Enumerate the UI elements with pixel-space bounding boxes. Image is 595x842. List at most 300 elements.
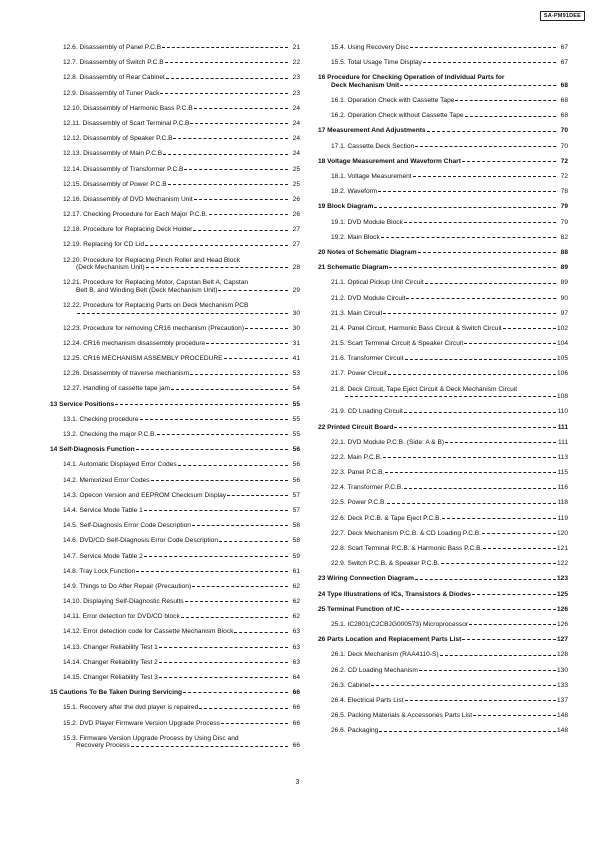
- toc-page-number: 104: [556, 340, 568, 348]
- toc-entry-title: 21.7. Power Circuit: [331, 370, 387, 378]
- toc-section-entry[interactable]: [318, 636, 568, 644]
- toc-leader-line: [427, 131, 556, 132]
- toc-subsection-entry[interactable]: [50, 613, 300, 621]
- toc-leader-line: [483, 548, 556, 549]
- toc-subsection-entry[interactable]: [50, 59, 300, 67]
- toc-page-number: 111: [557, 423, 568, 431]
- toc-leader-line: [168, 184, 288, 185]
- toc-page-number: 118: [557, 499, 568, 507]
- toc-subsection-entry[interactable]: [318, 697, 568, 705]
- toc-subsection-entry[interactable]: [318, 484, 568, 492]
- toc-subsection-entry[interactable]: [50, 370, 300, 378]
- toc-leader-line: [192, 525, 288, 526]
- toc-leader-line: [115, 404, 288, 405]
- toc-leader-line: [166, 78, 288, 79]
- toc-leader-line: [162, 47, 288, 48]
- toc-page-number: 123: [556, 575, 568, 583]
- toc-subsection-entry[interactable]: [50, 735, 300, 750]
- toc-entry-title: 21.3. Main Circuit: [331, 309, 383, 317]
- toc-page-number: 24: [292, 135, 300, 143]
- toc-leader-line: [482, 533, 556, 534]
- toc-entry-title: 12.20. Procedure for Replacing Pinch Roller and Head Block: [63, 256, 241, 264]
- toc-leader-line: [388, 374, 556, 375]
- toc-leader-line: [371, 685, 556, 686]
- toc-subsection-entry[interactable]: [50, 120, 300, 128]
- toc-subsection-entry[interactable]: [50, 135, 300, 143]
- toc-subsection-entry[interactable]: [50, 416, 300, 424]
- page-number: 3: [295, 779, 300, 786]
- toc-page-number: 89: [560, 264, 568, 272]
- toc-page-number: 72: [560, 157, 568, 165]
- toc-subsection-entry[interactable]: [50, 355, 300, 363]
- toc-page-number: 58: [292, 522, 300, 530]
- toc-leader-line: [441, 563, 556, 564]
- toc-page-number: 62: [292, 582, 300, 590]
- toc-leader-line: [462, 161, 556, 162]
- toc-page-number: 26: [292, 195, 300, 203]
- toc-subsection-entry[interactable]: [318, 667, 568, 675]
- toc-entry-title: 15.3. Firmware Version Upgrade Process by Using Disc and: [63, 734, 239, 742]
- toc-entry-title: 21.2. DVD Module Circuit: [331, 294, 406, 302]
- toc-subsection-entry[interactable]: [50, 196, 300, 204]
- toc-leader-line: [159, 677, 288, 678]
- toc-entry-title: 22.8. Scart Terminal P.C.B. & Harmonic Bass P.C.B.: [331, 545, 483, 552]
- toc-entry-title: Deck Mechanism Unit: [331, 81, 400, 89]
- toc-entry-title: 20 Notes of Schematic Diagram: [318, 248, 417, 256]
- toc-subsection-entry[interactable]: [318, 219, 568, 227]
- toc-leader-line: [193, 230, 288, 231]
- toc-page-number: 97: [560, 309, 568, 317]
- toc-page-number: 130: [556, 666, 568, 674]
- toc-page-number: 24: [292, 119, 300, 127]
- toc-section-entry[interactable]: [318, 127, 568, 135]
- toc-page-number: 56: [292, 476, 300, 484]
- toc-page-number: 137: [556, 696, 568, 704]
- toc-subsection-entry[interactable]: [50, 150, 300, 158]
- toc-entry-title: 26.2. CD Loading Mechanism: [331, 666, 418, 674]
- toc-entry-title: 12.22. Procedure for Replacing Parts on Deck Mechanism PCB: [63, 302, 249, 309]
- toc-leader-line: [415, 579, 556, 580]
- toc-subsection-entry[interactable]: [50, 74, 300, 82]
- toc-leader-line: [178, 465, 288, 466]
- toc-leader-line: [440, 655, 556, 656]
- toc-entry-title: 22.5. Power P.C.B.: [331, 499, 387, 507]
- toc-leader-line: [144, 510, 288, 511]
- toc-subsection-entry[interactable]: [318, 143, 568, 151]
- toc-entry-title: 14.4. Service Mode Table 1: [63, 506, 143, 514]
- toc-page-number: 59: [292, 552, 300, 560]
- toc-leader-line: [383, 457, 556, 458]
- toc-entry-title: 26.4. Electrical Parts List: [331, 696, 404, 704]
- toc-subsection-entry[interactable]: [318, 621, 568, 629]
- toc-leader-line: [146, 267, 288, 268]
- toc-page-number: 70: [560, 127, 568, 135]
- toc-page-number: 119: [557, 514, 568, 522]
- toc-entry-title: 24 Type Illustrations of ICs, Transistors & Diodes: [318, 590, 472, 598]
- toc-entry-title: 19 Block Diagram: [318, 203, 374, 211]
- toc-entry-title: 14.13. Changer Reliability Test 1: [63, 643, 158, 651]
- toc-subsection-entry[interactable]: [50, 507, 300, 515]
- toc-leader-line: [234, 632, 288, 633]
- toc-entry-title: 22 Printed Circuit Board: [318, 423, 394, 431]
- toc-entry-title: 21.5. Scart Terminal Circuit & Speaker Circuit: [331, 340, 464, 348]
- toc-leader-line: [183, 692, 288, 693]
- toc-page-number: 24: [292, 150, 300, 158]
- toc-subsection-entry[interactable]: [50, 477, 300, 485]
- toc-entry-title: 14 Self-Diagnosis Function: [50, 446, 135, 454]
- toc-leader-line: [405, 359, 556, 360]
- toc-page-number: 121: [556, 545, 568, 552]
- toc-subsection-entry[interactable]: [318, 279, 568, 287]
- toc-subsection-entry[interactable]: [50, 226, 300, 234]
- toc-entry-title: 13 Service Positions: [50, 400, 115, 408]
- toc-page-number: 63: [292, 643, 300, 651]
- toc-leader-line: [245, 328, 288, 329]
- toc-entry-title: 26.1. Deck Mechanism (RAA4110-S): [331, 651, 439, 659]
- toc-entry-title: 12.18. Procedure for Replacing Deck Holder: [63, 226, 193, 234]
- toc-leader-line: [219, 541, 288, 542]
- toc-section-entry[interactable]: [318, 591, 568, 599]
- toc-entry-title: 12.6. Disassembly of Panel P.C.B: [63, 44, 162, 51]
- toc-leader-line: [394, 427, 556, 428]
- toc-subsection-entry[interactable]: [50, 537, 300, 545]
- toc-leader-line: [455, 100, 556, 101]
- toc-section-entry[interactable]: [318, 424, 568, 432]
- toc-page-number: 122: [556, 560, 568, 568]
- toc-subsection-entry[interactable]: [318, 530, 568, 538]
- toc-entry-title: 12.11. Disassembly of Scart Terminal P.C.B: [63, 119, 190, 127]
- toc-page-number: 63: [292, 628, 300, 636]
- toc-subsection-entry[interactable]: [50, 211, 300, 219]
- toc-entry-title: 14.7. Service Mode Table 2: [63, 552, 143, 560]
- toc-page-number: 21: [292, 44, 300, 51]
- toc-entry-title: 12.25. CR16 MECHANISM ASSEMBLY PROCEDURE: [63, 355, 223, 363]
- toc-subsection-entry[interactable]: [318, 651, 568, 659]
- toc-entry-title: 21 Schematic Diagram: [318, 264, 389, 272]
- toc-leader-line: [503, 328, 556, 329]
- toc-entry-title: 15.5. Total Usage Time Display: [331, 59, 422, 67]
- toc-section-entry[interactable]: [318, 249, 568, 257]
- toc-subsection-entry[interactable]: [318, 295, 568, 303]
- toc-subsection-entry[interactable]: [50, 166, 300, 174]
- toc-entry-title: 26.6. Packaging: [331, 727, 379, 735]
- toc-entry-title: 22.9. Switch P.C.B. & Speaker P.C.B.: [331, 560, 440, 568]
- toc-page-number: 23: [292, 74, 300, 82]
- toc-subsection-entry[interactable]: [50, 659, 300, 667]
- toc-page-number: 57: [292, 506, 300, 514]
- toc-leader-line: [159, 647, 288, 648]
- toc-leader-line: [221, 723, 288, 724]
- toc-page-number: 28: [292, 264, 300, 272]
- toc-page-number: 68: [560, 81, 568, 89]
- toc-page-number: 110: [557, 408, 568, 416]
- toc-leader-line: [404, 222, 556, 223]
- model-number-badge: SA-PM91DEE: [540, 11, 585, 21]
- toc-section-entry[interactable]: [50, 401, 300, 409]
- toc-page-number: 67: [560, 44, 568, 51]
- toc-subsection-entry[interactable]: [50, 257, 300, 272]
- toc-leader-line: [163, 154, 288, 155]
- toc-page-number: 72: [560, 173, 568, 180]
- toc-entry-title: 12.12. Disassembly of Speaker P.C.B: [63, 135, 173, 143]
- toc-leader-line: [418, 252, 556, 253]
- toc-subsection-entry[interactable]: [318, 408, 568, 416]
- toc-subsection-entry[interactable]: [318, 499, 568, 507]
- toc-leader-line: [442, 518, 556, 519]
- toc-leader-line: [405, 700, 556, 701]
- toc-entry-title: 12.15. Disassembly of Power P.C.B: [63, 180, 167, 188]
- toc-page-number: 111: [557, 438, 568, 446]
- toc-subsection-entry[interactable]: [318, 173, 568, 181]
- toc-page-number: 66: [292, 719, 300, 727]
- toc-entry-title: 16.2. Operation Check without Cassette Tape: [331, 112, 464, 120]
- toc-leader-line: [173, 138, 288, 139]
- toc-section-entry[interactable]: [50, 446, 300, 454]
- toc-subsection-entry[interactable]: [50, 568, 300, 576]
- toc-subsection-entry[interactable]: [318, 355, 568, 363]
- toc-subsection-entry[interactable]: [50, 325, 300, 333]
- toc-leader-line: [160, 93, 288, 94]
- toc-entry-title: 21.6. Transformer Circuit: [331, 355, 404, 363]
- toc-entry-title: 12.17. Checking Procedure for Each Major P.C.B.: [63, 211, 208, 219]
- toc-subsection-entry[interactable]: [318, 386, 568, 401]
- toc-page-number: 55: [292, 400, 300, 408]
- toc-leader-line: [385, 472, 556, 473]
- toc-entry-title: 14.3. Opecon Version and EEPROM Checksum Display: [63, 491, 227, 499]
- toc-entry-title: 22.7. Deck Mechanism P.C.B. & CD Loading P.C.B.: [331, 529, 482, 537]
- toc-subsection-entry[interactable]: [50, 522, 300, 530]
- toc-leader-line: [387, 503, 556, 504]
- toc-leader-line: [171, 389, 288, 390]
- toc-subsection-entry[interactable]: [318, 340, 568, 348]
- toc-subsection-entry[interactable]: [50, 385, 300, 393]
- toc-entry-title: 12.27. Handling of cassette tape jam: [63, 385, 171, 393]
- toc-page-number: 106: [556, 370, 568, 378]
- toc-page-number: 148: [556, 727, 568, 735]
- toc-subsection-entry[interactable]: [318, 727, 568, 735]
- toc-page-number: 105: [556, 355, 568, 363]
- toc-subsection-entry[interactable]: [318, 188, 568, 196]
- toc-page-number: 53: [292, 370, 300, 378]
- toc-subsection-entry[interactable]: [50, 553, 300, 561]
- toc-subsection-entry[interactable]: [318, 560, 568, 568]
- toc-entry-title: 26 Parts Location and Replacement Parts List: [318, 636, 462, 644]
- toc-page-number: 126: [556, 620, 568, 628]
- toc-page-number: 90: [560, 294, 568, 302]
- toc-entry-title: 12.24. CR16 mechanism disassembly procedure: [63, 339, 206, 347]
- toc-subsection-entry[interactable]: [50, 340, 300, 348]
- toc-entry-title: 12.7. Disassembly of Switch P.C.B: [63, 59, 164, 67]
- toc-leader-line: [165, 62, 288, 63]
- toc-section-entry[interactable]: [318, 74, 568, 89]
- toc-page-number: 113: [557, 453, 568, 461]
- toc-entry-title: 22.4. Transformer P.C.B.: [331, 484, 404, 492]
- toc-leader-line: [404, 488, 556, 489]
- toc-leader-line: [445, 442, 556, 443]
- toc-subsection-entry[interactable]: [318, 59, 568, 67]
- toc-entry-title: 18 Voltage Measurement and Waveform Chart: [318, 157, 461, 165]
- toc-entry-title: 12.10. Disassembly of Harmonic Bass P.C.B: [63, 104, 193, 112]
- toc-entry-title: 26.5. Packing Materials & Accessories Parts List: [331, 712, 473, 720]
- toc-page-number: 68: [560, 112, 568, 120]
- toc-section-entry[interactable]: [318, 606, 568, 614]
- toc-leader-line: [157, 434, 288, 435]
- toc-entry-title: 14.15. Changer Reliability Test 3: [63, 674, 158, 681]
- toc-page-number: 116: [557, 484, 568, 492]
- toc-leader-line: [389, 267, 556, 268]
- toc-leader-line: [151, 480, 289, 481]
- toc-page-number: 70: [560, 142, 568, 150]
- toc-page-number: 62: [292, 613, 300, 621]
- toc-entry-title: 15.4. Using Recovery Disc: [331, 44, 409, 51]
- toc-leader-line: [378, 191, 556, 192]
- toc-subsection-entry[interactable]: [318, 515, 568, 523]
- toc-entry-title: 15.1. Recovery after the dvd player is repaired: [63, 704, 199, 712]
- toc-leader-line: [410, 47, 556, 48]
- toc-entry-title: 14.6. DVD/CD Self-Diagnosis Error Code Description: [63, 537, 219, 545]
- toc-leader-line: [140, 419, 288, 420]
- toc-page-number: 56: [292, 446, 300, 454]
- toc-leader-line: [218, 290, 288, 291]
- toc-section-entry[interactable]: [318, 264, 568, 272]
- toc-subsection-entry[interactable]: [318, 234, 568, 242]
- toc-page-number: 23: [292, 89, 300, 97]
- toc-subsection-entry[interactable]: [50, 105, 300, 113]
- toc-leader-line: [131, 746, 288, 747]
- toc-entry-title: 18.1. Voltage Measurement: [331, 173, 412, 180]
- toc-subsection-entry[interactable]: [318, 325, 568, 333]
- toc-subsection-entry[interactable]: [50, 181, 300, 189]
- toc-entry-title: 12.26. Disassembly of traverse mechanism: [63, 370, 190, 378]
- toc-entry-title: 14.1. Automatic Displayed Error Codes: [63, 461, 177, 469]
- toc-section-entry[interactable]: [318, 575, 568, 583]
- toc-page-number: 26: [292, 211, 300, 219]
- toc-page-number: 115: [557, 469, 568, 477]
- toc-entry-title: 12.19. Replacing for CD Lid: [63, 241, 145, 249]
- toc-leader-line: [227, 495, 288, 496]
- toc-subsection-entry[interactable]: [318, 439, 568, 447]
- toc-subsection-entry[interactable]: [50, 720, 300, 728]
- toc-subsection-entry[interactable]: [50, 598, 300, 606]
- toc-page-number: 126: [556, 605, 568, 613]
- toc-subsection-entry[interactable]: [50, 279, 300, 294]
- toc-entry-title: 21.1. Optical Pickup Unit Circuit: [331, 279, 424, 287]
- toc-entry-title: 13.2. Checking the major P.C.B.: [63, 431, 157, 438]
- toc-entry-title: (Deck Mechanism Unit): [76, 264, 145, 272]
- toc-leader-line: [374, 207, 556, 208]
- toc-page-number: 62: [292, 598, 300, 606]
- toc-section-entry[interactable]: [318, 203, 568, 211]
- toc-subsection-entry[interactable]: [318, 712, 568, 720]
- toc-subsection-entry[interactable]: [50, 704, 300, 712]
- toc-leader-line: [473, 715, 556, 716]
- toc-section-entry[interactable]: [318, 158, 568, 166]
- toc-entry-title: 26.3. Cabinet: [331, 681, 371, 689]
- toc-entry-title: 16 Procedure for Checking Operation of Individual Parts for: [318, 74, 505, 82]
- toc-entry-title: 22.2. Main P.C.B.: [331, 453, 382, 461]
- toc-page-number: 133: [556, 681, 568, 689]
- toc-column-right: [318, 44, 568, 742]
- toc-entry-title: 15 Cautions To Be Taken During Servicing: [50, 689, 183, 697]
- toc-page-number: 24: [292, 104, 300, 112]
- toc-subsection-entry[interactable]: [50, 241, 300, 249]
- toc-leader-line: [181, 617, 288, 618]
- toc-entry-title: Recovery Process: [76, 742, 130, 750]
- toc-leader-line: [462, 639, 556, 640]
- toc-leader-line: [194, 199, 288, 200]
- toc-page-number: 29: [292, 286, 300, 294]
- toc-subsection-entry[interactable]: [50, 461, 300, 469]
- toc-page-number: 25: [292, 180, 300, 188]
- toc-leader-line: [415, 146, 556, 147]
- toc-page-number: 66: [292, 704, 300, 712]
- toc-leader-line: [144, 556, 288, 557]
- toc-subsection-entry[interactable]: [318, 310, 568, 318]
- toc-subsection-entry[interactable]: [318, 545, 568, 553]
- toc-page-number: 79: [560, 203, 568, 211]
- toc-page-number: 30: [292, 324, 300, 332]
- toc-subsection-entry[interactable]: [50, 583, 300, 591]
- toc-page-number: 127: [556, 636, 568, 644]
- toc-leader-line: [401, 609, 556, 610]
- toc-subsection-entry[interactable]: [318, 112, 568, 120]
- toc-entry-title: 12.16. Disassembly of DVD Mechanism Unit: [63, 195, 193, 203]
- toc-section-entry[interactable]: [50, 689, 300, 697]
- toc-subsection-entry[interactable]: [318, 682, 568, 690]
- toc-leader-line: [345, 396, 556, 397]
- toc-entry-title: 22.6. Deck P.C.B. & Tape Eject P.C.B.: [331, 514, 442, 522]
- toc-subsection-entry[interactable]: [50, 674, 300, 682]
- toc-subsection-entry[interactable]: [318, 454, 568, 462]
- toc-leader-line: [184, 169, 288, 170]
- toc-leader-line: [406, 298, 556, 299]
- toc-leader-line: [469, 624, 556, 625]
- toc-entry-title: 23 Wiring Connection Diagram: [318, 575, 414, 583]
- toc-page-number: 55: [292, 415, 300, 423]
- toc-subsection-entry[interactable]: [50, 302, 300, 317]
- toc-subsection-entry[interactable]: [50, 44, 300, 52]
- toc-subsection-entry[interactable]: [50, 644, 300, 652]
- toc-subsection-entry[interactable]: [50, 628, 300, 636]
- toc-page-number: 148: [556, 712, 568, 720]
- toc-leader-line: [136, 571, 288, 572]
- toc-entry-title: 22.3. Panel P.C.B.: [331, 469, 385, 477]
- toc-subsection-entry[interactable]: [318, 370, 568, 378]
- toc-entry-title: 14.12. Error detection code for Cassette Mechanism Block: [63, 628, 234, 636]
- toc-subsection-entry[interactable]: [318, 44, 568, 52]
- toc-page-number: 55: [292, 431, 300, 438]
- toc-entry-title: 12.23. Procedure for removing CR16 mechanism (Precaution): [63, 324, 245, 332]
- toc-leader-line: [404, 412, 556, 413]
- toc-leader-line: [423, 62, 556, 63]
- toc-entry-title: 15.2. DVD Player Firmware Version Upgrade Process: [63, 719, 220, 727]
- toc-subsection-entry[interactable]: [318, 469, 568, 477]
- toc-entry-title: Belt B, and Winding Belt (Deck Mechanism Unit): [76, 286, 218, 294]
- toc-page-number: 120: [556, 529, 568, 537]
- toc-subsection-entry[interactable]: [50, 492, 300, 500]
- toc-subsection-entry[interactable]: [50, 90, 300, 98]
- toc-subsection-entry[interactable]: [50, 431, 300, 439]
- toc-entry-title: 18.2. Waveform: [331, 188, 378, 196]
- toc-page-number: 31: [292, 339, 300, 347]
- toc-entry-title: 14.8. Tray Lock Function: [63, 567, 136, 575]
- toc-page-number: 57: [292, 491, 300, 499]
- toc-leader-line: [419, 670, 556, 671]
- toc-leader-line: [209, 214, 288, 215]
- toc-page-number: 79: [560, 218, 568, 226]
- toc-leader-line: [159, 662, 288, 663]
- toc-subsection-entry[interactable]: [318, 97, 568, 105]
